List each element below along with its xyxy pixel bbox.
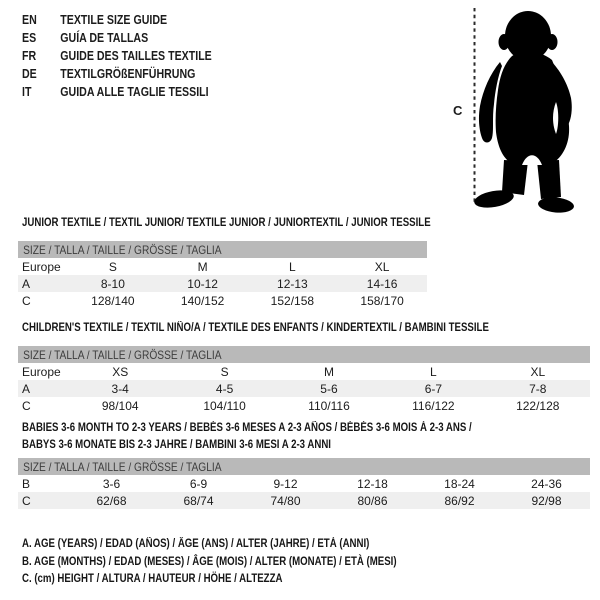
footnotes bbox=[22, 536, 397, 589]
legend-code: DE bbox=[22, 67, 37, 81]
table-row-height bbox=[18, 292, 427, 309]
toddler-figure bbox=[440, 4, 600, 214]
size-cell: 158/170 bbox=[360, 293, 404, 308]
table-row-age bbox=[18, 275, 427, 292]
legend-label: GUÍA DE TALLAS bbox=[60, 31, 149, 45]
legend-row-en bbox=[22, 11, 212, 29]
size-cell: 6-9 bbox=[189, 476, 208, 491]
size-header-band bbox=[18, 458, 590, 475]
legend-code: EN bbox=[22, 13, 37, 27]
table-row-height bbox=[18, 492, 590, 509]
junior-section-title bbox=[22, 215, 431, 232]
footnote-a: A. AGE (YEARS) / EDAD (AÑOS) / ÂGE (ANS) / ALTER (JAHRE) / ETÀ (ANNI) bbox=[22, 538, 370, 550]
section-title-line: CHILDREN'S TEXTILE / TEXTIL NIÑO/A / TEXTILE DES ENFANTS / KINDERTEXTIL / BAMBINI TESSILE bbox=[22, 322, 489, 334]
size-cell: M bbox=[197, 259, 208, 274]
row-label: C bbox=[22, 293, 31, 308]
footnote-c: C. (cm) HEIGHT / ALTURA / HAUTEUR / HÖHE / ALTEZZA bbox=[22, 573, 283, 585]
size-cell: 3-4 bbox=[68, 380, 172, 397]
size-cell: 9-12 bbox=[273, 476, 298, 491]
size-cell: 3-6 bbox=[102, 476, 121, 491]
height-measure-label: C bbox=[453, 103, 463, 118]
language-legend bbox=[22, 11, 245, 101]
babies-size-table bbox=[18, 458, 590, 509]
size-cell: 98/104 bbox=[101, 398, 139, 413]
row-label: C bbox=[18, 492, 68, 509]
row-label: Europe bbox=[22, 364, 61, 379]
size-cell: 62/68 bbox=[68, 492, 155, 509]
row-label: A bbox=[18, 380, 68, 397]
size-cell: 68/74 bbox=[155, 492, 242, 509]
size-cell: 5-6 bbox=[277, 380, 381, 397]
legend-label: GUIDE DES TAILLES TEXTILE bbox=[60, 49, 212, 63]
section-title-line: BABYS 3-6 MONATE BIS 2-3 JAHRE / BAMBINI 3-6 MESI A 2-3 ANNI bbox=[22, 439, 331, 451]
size-header-band bbox=[18, 241, 427, 258]
size-cell: 24-36 bbox=[531, 476, 562, 491]
size-cell: 116/122 bbox=[412, 398, 455, 413]
size-cell: 110/116 bbox=[308, 398, 350, 413]
toddler-silhouette-icon bbox=[473, 11, 575, 214]
size-cell: 12-13 bbox=[248, 275, 338, 292]
size-cell: L bbox=[289, 259, 296, 274]
section-title-line: JUNIOR TEXTILE / TEXTIL JUNIOR/ TEXTILE JUNIOR / JUNIORTEXTIL / JUNIOR TESSILE bbox=[22, 217, 431, 229]
size-cell: 140/152 bbox=[180, 293, 225, 308]
babies-section-title bbox=[22, 420, 472, 454]
row-label: B bbox=[22, 476, 31, 491]
legend-row-de bbox=[22, 65, 212, 83]
legend-label: TEXTILGRÖßENFÜHRUNG bbox=[60, 67, 196, 81]
legend-code: IT bbox=[22, 85, 32, 99]
size-cell: 12-18 bbox=[357, 476, 388, 491]
size-header-band bbox=[18, 346, 590, 363]
size-cell: 80/86 bbox=[329, 492, 416, 509]
footnote-b: B. AGE (MONTHS) / EDAD (MESES) / ÂGE (MOIS) / ALTER (MONATE) / ETÀ (MESI) bbox=[22, 555, 397, 568]
junior-size-table bbox=[18, 241, 427, 309]
size-cell: 7-8 bbox=[486, 380, 590, 397]
legend-code: ES bbox=[22, 31, 37, 45]
row-label: C bbox=[22, 398, 31, 413]
size-cell: 86/92 bbox=[416, 492, 503, 509]
size-cell: M bbox=[323, 364, 334, 379]
size-cell: 104/110 bbox=[203, 398, 246, 413]
size-cell: XS bbox=[112, 364, 129, 379]
size-cell: 14-16 bbox=[337, 275, 427, 292]
children-section-title bbox=[22, 320, 489, 337]
size-cell: 122/128 bbox=[516, 398, 560, 413]
size-cell: XL bbox=[530, 364, 546, 379]
size-cell: 92/98 bbox=[503, 492, 590, 509]
size-cell: 74/80 bbox=[242, 492, 329, 509]
size-cell: 4-5 bbox=[172, 380, 276, 397]
size-cell: XL bbox=[374, 259, 390, 274]
size-cell: 152/158 bbox=[270, 293, 315, 308]
legend-row-fr bbox=[22, 47, 212, 65]
table-row-months bbox=[18, 475, 590, 492]
legend-label: TEXTILE SIZE GUIDE bbox=[60, 13, 168, 27]
section-title-line: BABIES 3-6 MONTH TO 2-3 YEARS / BEBÉS 3-6 MESES A 2-3 AÑOS / BÉBÉS 3-6 MOIS À 2-3 ANS / bbox=[22, 422, 472, 434]
size-header-row bbox=[18, 458, 590, 475]
size-cell: 6-7 bbox=[381, 380, 485, 397]
size-cell: S bbox=[220, 364, 229, 379]
size-header-row bbox=[18, 346, 590, 363]
size-header-label: SIZE / TALLA / TAILLE / GRÖSSE / TAGLIA bbox=[23, 347, 222, 362]
table-row-europe bbox=[18, 363, 590, 380]
size-cell: 18-24 bbox=[444, 476, 475, 491]
legend-row-es bbox=[22, 29, 212, 47]
row-label: Europe bbox=[22, 259, 61, 274]
legend-label: GUIDA ALLE TAGLIE TESSILI bbox=[60, 85, 209, 99]
row-label: A bbox=[18, 275, 68, 292]
size-cell: L bbox=[430, 364, 437, 379]
size-header-label: SIZE / TALLA / TAILLE / GRÖSSE / TAGLIA bbox=[23, 459, 222, 474]
size-header-label: SIZE / TALLA / TAILLE / GRÖSSE / TAGLIA bbox=[23, 242, 222, 257]
children-size-table bbox=[18, 346, 590, 414]
legend-row-it bbox=[22, 83, 212, 101]
table-row-height bbox=[18, 397, 590, 414]
size-cell: 8-10 bbox=[68, 275, 158, 292]
size-cell: 128/140 bbox=[91, 293, 135, 308]
table-row-age bbox=[18, 380, 590, 397]
legend-code: FR bbox=[22, 49, 37, 63]
size-cell: S bbox=[108, 259, 117, 274]
size-header-row bbox=[18, 241, 427, 258]
table-row-europe bbox=[18, 258, 427, 275]
size-cell: 10-12 bbox=[158, 275, 248, 292]
